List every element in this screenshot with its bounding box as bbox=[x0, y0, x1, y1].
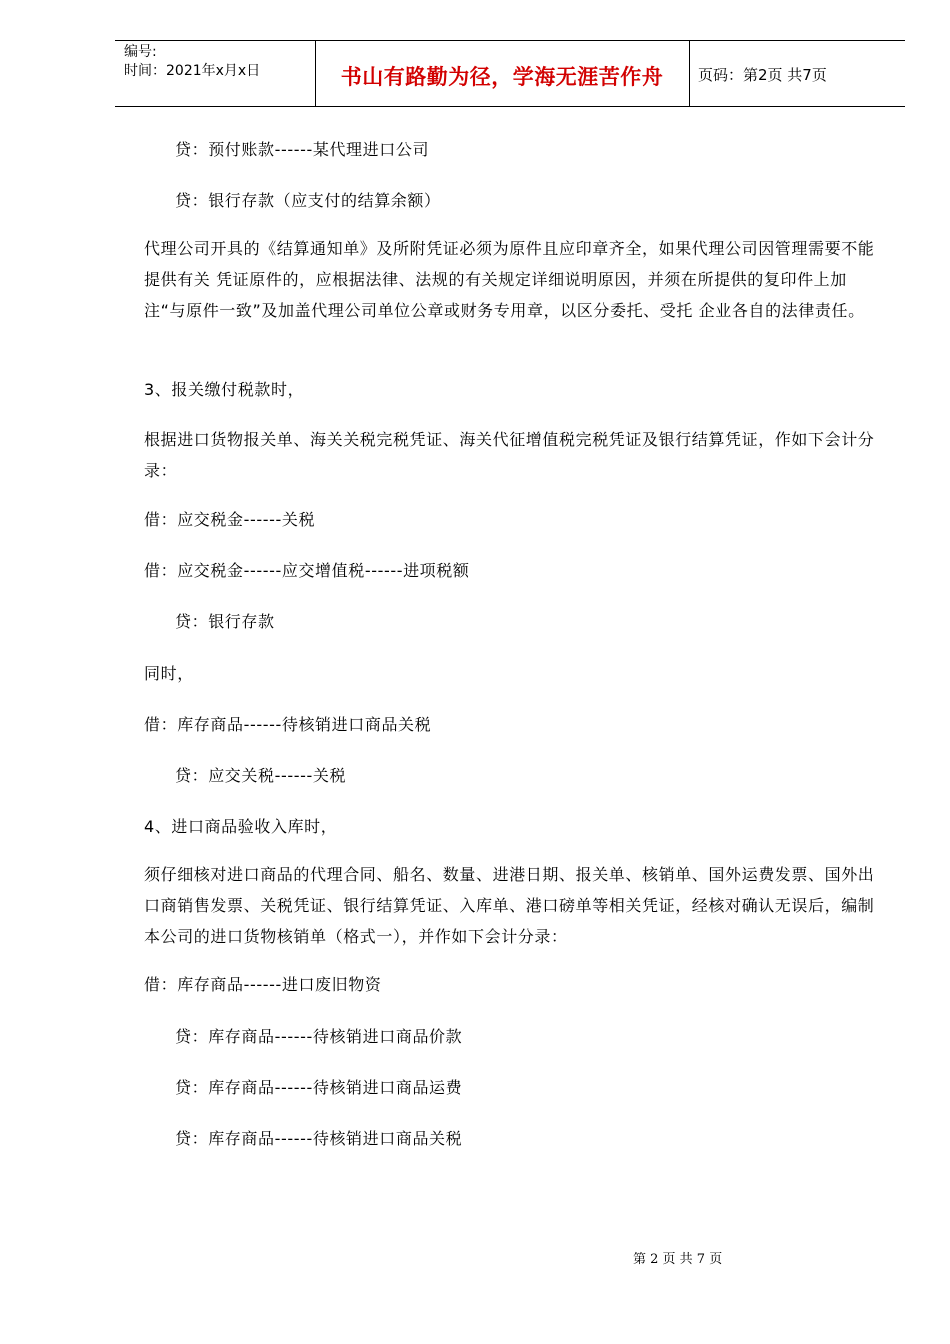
header-meta bbox=[124, 43, 260, 81]
section-heading-3: 3、报关缴付税款时， bbox=[144, 380, 305, 399]
entry-credit-goods-tariff: 贷：库存商品------待核销进口商品关税 bbox=[175, 1129, 463, 1148]
header-divider bbox=[689, 41, 690, 106]
entry-credit-goods-freight: 贷：库存商品------待核销进口商品运费 bbox=[175, 1078, 463, 1097]
entry-credit-goods-price: 贷：库存商品------待核销进口商品价款 bbox=[175, 1027, 463, 1046]
header-motto: 书山有路勤为径，学海无涯苦作舟 bbox=[340, 65, 664, 89]
header-page-code: 页码：第2页 共7页 bbox=[698, 66, 827, 84]
entry-credit-tariff-payable: 贷：应交关税------关税 bbox=[175, 766, 347, 785]
entry-debit-inventory-tariff: 借：库存商品------待核销进口商品关税 bbox=[144, 715, 432, 734]
entry-debit-scrap: 借：库存商品------进口废旧物资 bbox=[144, 975, 382, 994]
page-header bbox=[115, 40, 905, 107]
text-meanwhile: 同时， bbox=[144, 664, 194, 683]
paragraph-verification: 须仔细核对进口商品的代理合同、船名、数量、进港日期、报关单、核销单、国外运费发票、国外出口商销售发票、关税凭证、银行结算凭证、入库单、港口磅单等相关凭证，经核对确认无误后，编制本公司的进口货物核销单（格式一），并作如下会计分录： bbox=[144, 865, 875, 946]
entry-credit-bank: 贷：银行存款（应支付的结算余额） bbox=[175, 191, 441, 210]
paragraph-settlement-notice: 代理公司开具的《结算通知单》及所附凭证必须为原件且应印章齐全，如果代理公司因管理需要不能提供有关 凭证原件的，应根据法律、法规的有关规定详细说明原因，并须在所提供的复印件上加注“与原件一致”及加盖代理公司单位公章或财务专用章，以区分委托、受托 企业各自的法律责任。 bbox=[144, 239, 875, 320]
document-number-label: 编号: bbox=[124, 44, 157, 60]
document-time: 时间：2021年x月x日 bbox=[124, 63, 261, 79]
section-heading-4: 4、进口商品验收入库时， bbox=[144, 817, 338, 836]
entry-debit-vat: 借：应交税金------应交增值税------进项税额 bbox=[144, 561, 470, 580]
page-footer: 第 2 页 共 7 页 bbox=[633, 1252, 723, 1267]
entry-credit-prepaid: 贷：预付账款------某代理进口公司 bbox=[175, 140, 430, 159]
paragraph-customs-documents: 根据进口货物报关单、海关关税完税凭证、海关代征增值税完税凭证及银行结算凭证，作如下会计分录： bbox=[144, 430, 875, 480]
entry-credit-bank-deposit: 贷：银行存款 bbox=[175, 612, 275, 631]
entry-debit-tariff: 借：应交税金------关税 bbox=[144, 510, 316, 529]
